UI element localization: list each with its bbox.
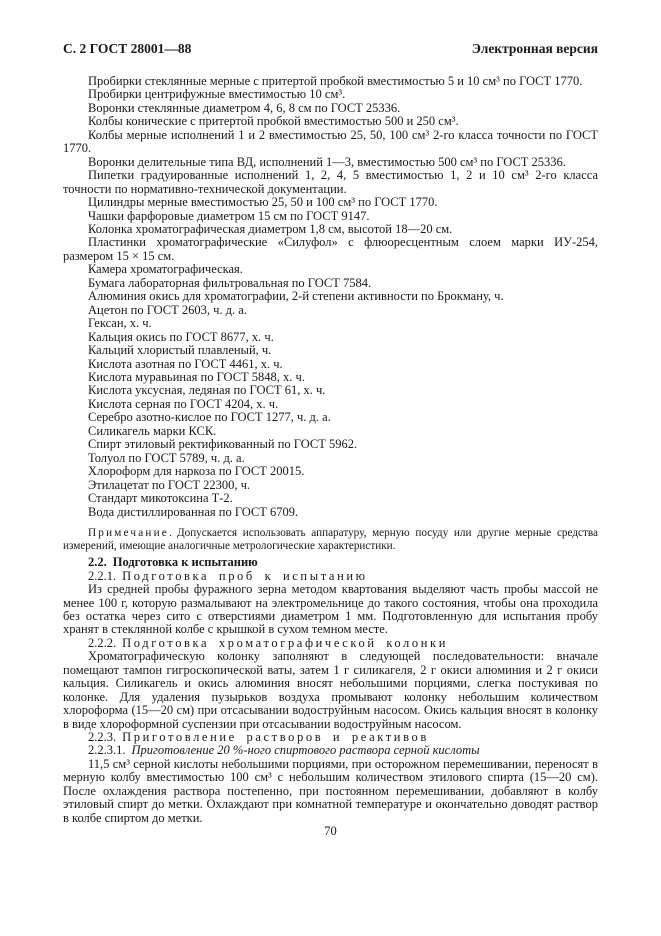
section-heading-2-2-2	[63, 637, 598, 650]
equipment-list-item: Пробирки центрифужные вместимостью 10 см³.	[88, 87, 346, 102]
equipment-list-item: Пластинки хроматографические «Силуфол» с флюоресцентным слоем марки ИУ-254, размером 15 × 15 см.	[63, 235, 598, 263]
equipment-list-item: Воронки делительные типа ВД, исполнений 1—3, вместимостью 500 см³ по ГОСТ 25336.	[88, 154, 566, 169]
section-title-2-2-2: Подготовка хроматографической колонки	[122, 635, 448, 650]
equipment-list-item: Этилацетат по ГОСТ 22300, ч.	[88, 477, 251, 492]
note-text: Допускается использовать аппаратуру, мерную посуду или другие мерные средства измерений, имеющие аналогичные метрологические характеристики.	[63, 526, 598, 553]
page-header	[63, 42, 598, 56]
header-doc-ref: С. 2 ГОСТ 28001—88	[63, 41, 192, 56]
equipment-list-item: Бумага лабораторная фильтровальная по ГОСТ 7584.	[88, 275, 372, 290]
section-number-2-2-2: 2.2.2.	[88, 635, 117, 650]
equipment-list-item: Вода дистиллированная по ГОСТ 6709.	[88, 504, 299, 519]
equipment-list-item: Колбы мерные исполнений 1 и 2 вместимостью 25, 50, 100 см³ 2-го класса точности по ГОСТ 1770.	[63, 127, 598, 156]
equipment-list-item: Спирт этиловый ректификованный по ГОСТ 5962.	[88, 437, 358, 452]
equipment-list-item: Кислота уксусная, ледяная по ГОСТ 61, х. ч.	[88, 383, 326, 398]
equipment-list-item: Гексан, х. ч.	[88, 316, 152, 331]
equipment-list-item: Ацетон по ГОСТ 2603, ч. д. а.	[88, 302, 247, 317]
equipment-list-item: Колонка хроматографическая диаметром 1,8 см, высотой 18—20 см.	[88, 221, 453, 236]
equipment-list-item: Пипетки градуированные исполнений 1, 2, 4, 5 вместимостью 1, 2 и 10 см³ 2-го класса точности по нормативно-технической документации.	[63, 168, 598, 196]
equipment-list-item: Камера хроматографическая.	[88, 262, 243, 277]
note-label: Примечание.	[88, 526, 174, 539]
section-heading-2-2-1	[63, 570, 598, 583]
section-number-2-2-3-1: 2.2.3.1.	[88, 743, 126, 758]
section-title-2-2-3-1: Приготовление 20 %-ного спиртового раствора серной кислоты	[131, 743, 480, 758]
section-number-2-2-1: 2.2.1.	[88, 568, 117, 583]
equipment-list-item: Силикагель марки КСК.	[88, 423, 217, 438]
section-title-2-2-3: Приготовление растворов и реактивов	[122, 730, 429, 745]
header-edition-label: Электронная версия	[471, 41, 598, 56]
equipment-list-item: Цилиндры мерные вместимостью 25, 50 и 100 см³ по ГОСТ 1770.	[88, 195, 438, 210]
equipment-list-item: Воронки стеклянные диаметром 4, 6, 8 см по ГОСТ 25336.	[88, 100, 401, 115]
equipment-list-item: Кальция окись по ГОСТ 8677, х. ч.	[88, 329, 274, 344]
equipment-list-item: Кислота серная по ГОСТ 4204, х. ч.	[88, 396, 279, 411]
note-paragraph	[63, 527, 598, 553]
paragraph-column-preparation: Хроматографическую колонку заполняют в следующей последовательности: вначале помещают тампон гигроскопической ваты, затем 1 г силикагеля, 2 г окиси алюминия и 2 г окиси кальция. Силикагель и окись алюминия вносят небольшими порциями, слегка постукивая по колонке. Для удаления пузырьков воздуха промывают колонку небольшим количеством хлороформа (15—20 см) при отсасывании водоструйным насосом. Окись кальция вносят в колонку в виде хлороформной суспензии при отсасывании водоструйным насосом.	[63, 649, 598, 731]
equipment-list-item: Кальций хлористый плавленый, ч.	[88, 343, 272, 358]
document-body	[63, 75, 598, 825]
section-title-2-2-1: Подготовка проб к испытанию	[122, 568, 368, 583]
section-heading-2-2-3	[63, 731, 598, 744]
equipment-list-item: Толуол по ГОСТ 5789, ч. д. а.	[88, 450, 245, 465]
equipment-list-item: Пробирки стеклянные мерные с притертой пробкой вместимостью 5 и 10 см³ по ГОСТ 1770.	[88, 74, 583, 88]
equipment-list-item: Кислота муравьиная по ГОСТ 5848, х. ч.	[88, 369, 305, 384]
paragraph-sample-preparation: Из средней пробы фуражного зерна методом квартования выделяют часть пробы массой не менее 100 г, которую размалывают на электромельнице до такого состояния, чтобы она проходила без остатка через сито с отверстиями диаметром 1 мм. Подготовленную для испытания пробу хранят в стеклянной колбе с крышкой в сухом темном месте.	[63, 582, 598, 637]
section-number-2-2: 2.2.	[88, 555, 107, 570]
equipment-list-item: Стандарт микотоксина Т-2.	[88, 491, 233, 506]
equipment-list-item: Алюминия окись для хроматографии, 2-й степени активности по Брокману, ч.	[88, 289, 504, 304]
section-heading-2-2-3-1	[63, 744, 598, 757]
section-heading-2-2	[63, 556, 598, 569]
equipment-list-item: Хлороформ для наркоза по ГОСТ 20015.	[88, 464, 305, 479]
equipment-list-item: Серебро азотно-кислое по ГОСТ 1277, ч. д. а.	[88, 410, 331, 425]
equipment-list-item: Кислота азотная по ГОСТ 4461, х. ч.	[88, 356, 283, 371]
section-number-2-2-3: 2.2.3.	[88, 730, 117, 745]
paragraph-solution-preparation: 11,5 см³ серной кислоты небольшими порциями, при осторожном перемешивании, переносят в мерную колбу вместимостью 100 см³ с небольшим количеством этилового спирта (15—20 см). После охлаждения раствора постепенно, при постоянном перемешивании, добавляют в колбу этиловый спирт до метки. Охлаждают при комнатной температуре и окончательно доводят раствор в колбе спиртом до метки.	[63, 756, 598, 825]
equipment-list-item: Колбы конические с притертой пробкой вместимостью 500 и 250 см³.	[88, 114, 459, 129]
equipment-list-item: Чашки фарфоровые диаметром 15 см по ГОСТ 9147.	[88, 208, 370, 223]
equipment-list	[63, 75, 598, 519]
page-number: 70	[324, 824, 337, 838]
section-title-2-2: Подготовка к испытанию	[112, 555, 258, 570]
